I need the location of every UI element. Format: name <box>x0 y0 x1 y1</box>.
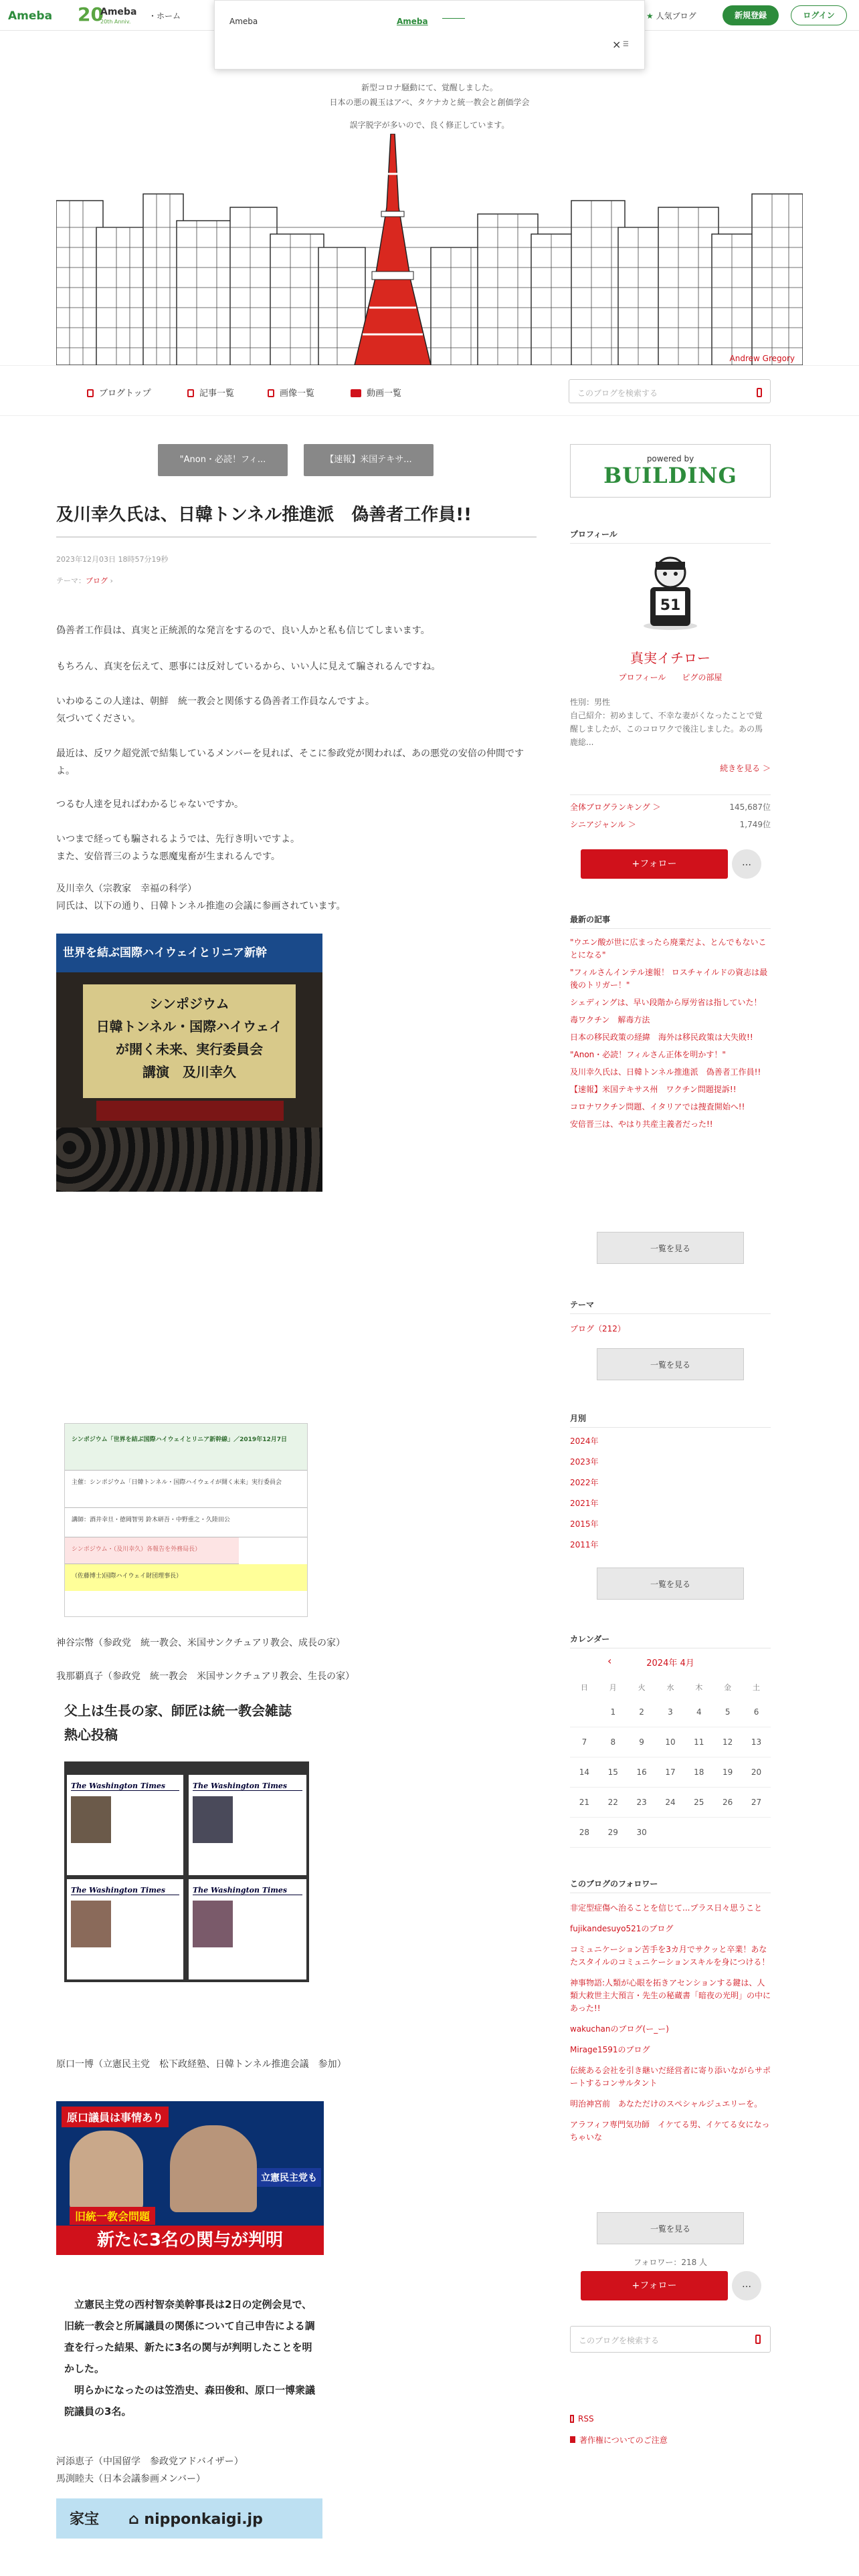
photo-stage-table <box>96 1101 284 1121</box>
weekday: 土 <box>753 1683 761 1692</box>
popup-underline <box>442 18 465 19</box>
newspaper-title: The Washington Times <box>193 1782 302 1791</box>
close-icon[interactable]: × <box>612 38 622 51</box>
photo-sign <box>83 984 296 1098</box>
register-button[interactable]: 新規登録 <box>723 5 779 25</box>
genre-ranking-value: 1,749位 <box>739 820 771 829</box>
genre-ranking-link[interactable]: シニアジャンル ＞ <box>570 820 636 829</box>
genre-ranking-row <box>570 819 771 830</box>
photo-top-banner: 世界を結ぶ国際ハイウェイとリニア新幹 <box>56 934 322 972</box>
nav-label: 動画一覧 <box>367 389 402 399</box>
popup-link[interactable]: Ameba <box>397 17 428 26</box>
ameba-logo[interactable]: Ameba <box>8 9 53 23</box>
followers-heading-text: このブログのフォロワー <box>570 1879 658 1889</box>
news-headline: 新たに3名の関与が判明 <box>56 2226 324 2255</box>
collage-panel <box>67 1775 183 1875</box>
newspaper-collage-image[interactable] <box>64 1761 309 1982</box>
profile-avatar[interactable] <box>636 552 705 633</box>
more-options-button[interactable]: … <box>732 849 761 879</box>
rss-label: RSS <box>578 2414 594 2424</box>
calendar-day: 8 <box>599 1727 628 1757</box>
followers-list <box>570 1902 771 2152</box>
calendar-day: 29 <box>599 1818 628 1848</box>
blog-search-input[interactable] <box>569 379 771 403</box>
table-row: 講師：酒井幸旦・徳岡智男 鈴木研吾・中野重之・久陸田公 <box>65 1508 307 1537</box>
calendar-day: 14 <box>570 1757 599 1788</box>
portrait-right <box>170 2125 257 2212</box>
symposium-photo[interactable] <box>56 934 322 1192</box>
nav-blog-top[interactable] <box>87 386 151 399</box>
popular-blog-link[interactable] <box>646 10 696 21</box>
image-caption <box>64 1699 332 1747</box>
overall-ranking-value: 145,687位 <box>729 802 771 812</box>
home-link[interactable]: ・ホーム <box>149 11 181 21</box>
menu-icon[interactable]: ☰ <box>623 41 629 48</box>
blog-search-placeholder: このブログを検索する <box>577 389 658 398</box>
blog-description-line: 誤字脱字が多いので、良く修正しています。 <box>349 120 510 130</box>
calendar-prev-button[interactable]: ‹ <box>607 1654 612 1667</box>
sign-line: が開く未来、実行委員会 <box>116 1041 263 1057</box>
caption-line: 父上は生長の家、師匠は統一教会雑誌 <box>64 1703 292 1719</box>
caption-line: 熱心投稿 <box>64 1727 118 1743</box>
calendar-day: 10 <box>656 1727 685 1757</box>
calendar-day: 16 <box>628 1757 656 1788</box>
calendar-day: 22 <box>599 1788 628 1818</box>
portrait-photo <box>193 1796 233 1843</box>
sign-line: シンポジウム <box>149 996 229 1012</box>
rss-icon <box>570 2415 574 2423</box>
nipponkaigi-image[interactable]: 家宝 ⌂ nipponkaigi.jp <box>56 2498 322 2539</box>
sign-line: 日韓トンネル・国際ハイウェイ <box>96 1018 283 1035</box>
calendar-day: 1 <box>599 1697 628 1727</box>
month-link[interactable]: 2011年 <box>570 1540 599 1549</box>
anniversary-title: Ameba <box>100 7 137 17</box>
calendar-day: 9 <box>628 1727 656 1757</box>
table-row: シンポジウム「世界を結ぶ国際ハイウェイとリニア新幹線」／2019年12月7日 <box>65 1424 307 1471</box>
profile-intro: 自己紹介：初めまして、不幸な妻がくなったことで覚醒しましたが、このコロワクで後注しました。あの馬鹿総... <box>570 711 763 747</box>
table-row: （佐藤博士)国際ハイウェイ財団理事長） <box>65 1564 307 1591</box>
follow-button-bottom[interactable]: +フォロー <box>581 2271 728 2300</box>
recent-article-link[interactable]: "フィルさんインテル速報！ ロスチャイルドの資志は最後のトリガー！" <box>570 968 768 990</box>
calendar-day <box>684 1818 713 1848</box>
photo-audience <box>56 1128 322 1192</box>
newspaper-title: The Washington Times <box>193 1886 302 1895</box>
recent-article-link[interactable]: 及川幸久氏は、日韓トンネル推進派 偽善者工作員!! <box>570 1067 761 1077</box>
month-link[interactable]: 2024年 <box>570 1436 599 1446</box>
weekday: 日 <box>580 1683 588 1692</box>
calendar-day: 26 <box>713 1788 742 1818</box>
search-icon[interactable] <box>755 2335 761 2344</box>
collage-panel <box>189 1775 306 1875</box>
theme-heading <box>570 1299 771 1310</box>
article-paragraph: 河添恵子（中国留学 参政党アドバイザー） 馬渕睦夫（日本会議参画メンバー） <box>56 2456 244 2484</box>
profile-link[interactable]: プロフィール <box>618 673 666 682</box>
calendar-day: 11 <box>684 1727 713 1757</box>
portrait-photo <box>193 1901 233 1947</box>
collage-panel <box>67 1879 183 1979</box>
building-logo: BUILDING <box>603 463 737 488</box>
video-list-icon <box>351 389 361 397</box>
blog-nav <box>0 365 859 416</box>
follower-blog-link[interactable]: コミュニケーション苦手を3カ月でサクッと卒業！あなたスタイルのコミュニケーションスキルを身につける！ <box>570 1945 770 1967</box>
nav-label: 画像一覧 <box>280 389 315 399</box>
profile-heading <box>570 528 771 540</box>
calendar-day: 3 <box>656 1697 685 1727</box>
calendar-day: 17 <box>656 1757 685 1788</box>
monthly-divider <box>570 1427 771 1428</box>
copyright-icon <box>570 2436 575 2443</box>
calendar-heading-text: カレンダー <box>570 1634 610 1644</box>
blog-description <box>0 80 859 132</box>
recent-heading-text: 最新の記事 <box>570 915 611 924</box>
calendar-day: 13 <box>742 1727 771 1757</box>
anniversary-sub: 20th Anniv. <box>100 19 131 25</box>
article-paragraph: もちろん、真実を伝えて、悪事には反対しているから、いい人に見えて騙されるんですね。 <box>56 661 441 672</box>
profile-heading-text: プロフィール <box>570 530 617 539</box>
follower-blog-link[interactable]: 伝統ある会社を引き継いだ経営者に寄り添いながらサポートするコンサルタント <box>570 2066 771 2088</box>
popup-label: Ameba <box>229 17 258 26</box>
monthly-heading-text: 月別 <box>570 1414 587 1423</box>
sidebar-search-placeholder: このブログを検索する <box>579 2336 660 2345</box>
more-options-button-bottom[interactable]: … <box>732 2271 761 2300</box>
month-link[interactable]: 2021年 <box>570 1499 599 1508</box>
calendar-day <box>713 1818 742 1848</box>
follower-blog-link[interactable]: 非定型症傷へ治ることを信じて...プラス日々思うこと <box>570 1903 763 1913</box>
calendar-heading <box>570 1633 771 1644</box>
article-paragraph: 我那覇真子（参政党 統一教会 米国サンクチュアリ教会、生長の家） <box>56 1671 355 1682</box>
follow-button[interactable]: +フォロー <box>581 849 728 879</box>
calendar-table <box>570 1677 771 1848</box>
article-theme <box>56 575 113 586</box>
calendar-day: 6 <box>742 1697 771 1727</box>
follower-blog-link[interactable]: 神事物語:人類が心眼を拓きアセンションする鍵は、人類大救世主大預言・先生の秘蔵書「暗夜の光明」の中にあった!! <box>570 1978 771 2013</box>
monthly-list <box>570 1435 771 1560</box>
recent-article-link[interactable]: "Anon・必読！フィルさん正体を明かす！" <box>570 1050 726 1059</box>
article-paragraph: 最近は、反ワク超党派で結集しているメンバーを見れば、そこに参政党が関われば、あの悪党の安倍の仲間ですよ。 <box>56 748 524 776</box>
calendar-day: 21 <box>570 1788 599 1818</box>
calendar-day: 24 <box>656 1788 685 1818</box>
follower-count: フォロワー：218 人 <box>633 2258 708 2267</box>
followers-heading <box>570 1878 771 1889</box>
blog-description-line: 新型コロナ騒動にて、覚醒しました。 <box>361 83 498 92</box>
news-sub: 旧統一教会問題 <box>70 2207 155 2225</box>
followers-see-all-button[interactable]: 一覧を見る <box>597 2212 744 2244</box>
recent-article-link[interactable]: "ウエン酸が世に広まったら廃業だよ、とんでもないことになる" <box>570 938 767 960</box>
table-row: 主催：シンポジウム「日韓トンネル・国際ハイウェイが開く未来」実行委員会 <box>65 1471 307 1508</box>
pigg-room-link[interactable]: ピグの部屋 <box>682 673 723 682</box>
calendar-day: 4 <box>684 1697 713 1727</box>
banner-credit: Andrew Gregory <box>729 354 795 363</box>
anniversary-logo[interactable] <box>78 5 142 26</box>
portrait-left <box>70 2131 143 2211</box>
month-link[interactable]: 2022年 <box>570 1478 599 1487</box>
calendar-month-row <box>570 1656 771 1669</box>
follower-blog-link[interactable]: アラフィフ専門気功師 イケてる男、イケてる女になっちゃいな <box>570 2120 770 2142</box>
title-divider <box>56 536 537 538</box>
symposium-table-image[interactable] <box>64 1423 308 1617</box>
article-paragraph: 及川幸久（宗教家 幸福の科学） 同氏は、以下の通り、日韓トンネル推進の会議に参画されています。 <box>56 883 346 911</box>
weekday: 月 <box>609 1683 617 1692</box>
nav-video-list[interactable] <box>351 386 401 399</box>
follower-blog-link[interactable]: 明治神宮前 あなただけのスペシャルジュエリーを。 <box>570 2099 763 2109</box>
calendar-day <box>656 1818 685 1848</box>
overall-ranking-link[interactable]: 全体ブログランキング ＞ <box>570 802 661 812</box>
blog-description-line: 日本の悪の親玉はアベ、タケナカと統一教会と創価学会 <box>329 98 530 107</box>
city-skyline-drawing <box>56 194 803 365</box>
theme-link[interactable]: ブログ › <box>86 576 113 585</box>
article-title: 及川幸久氏は、日韓トンネル推進派 偽善者工作員!! <box>56 505 472 525</box>
recent-heading <box>570 914 771 925</box>
weekday: 水 <box>666 1683 674 1692</box>
popular-blog-label: 人気ブログ <box>656 11 696 21</box>
calendar-day: 19 <box>713 1757 742 1788</box>
nav-label: ブログトップ <box>99 389 151 399</box>
theme-label: テーマ： <box>56 576 86 585</box>
follower-blog-link[interactable]: wakuchanのブログ(ー_ー) <box>570 2024 669 2034</box>
profile-links <box>570 671 771 683</box>
newspaper-title: The Washington Times <box>71 1886 179 1895</box>
theme-link-label: ブログ <box>86 576 108 585</box>
building-powered-by: powered by <box>646 454 694 463</box>
profile-more-link[interactable]: 続きを見る ＞ <box>720 764 771 773</box>
calendar-day: 20 <box>742 1757 771 1788</box>
article-paragraph: いわゆるこの人達は、朝鮮 統一教会と関係する偽善者工作員なんですよ。 気づいてください。 <box>56 696 375 724</box>
calendar-day: 25 <box>684 1788 713 1818</box>
newspaper-title: The Washington Times <box>71 1782 179 1791</box>
avatar-icon <box>636 552 705 633</box>
profile-divider <box>570 794 771 795</box>
recent-article-link[interactable]: コロナワクチン問題、イタリアでは捜査開始へ!! <box>570 1102 745 1111</box>
star-icon: ★ <box>646 11 654 21</box>
weekday: 木 <box>695 1683 703 1692</box>
profile-gender: 性別：男性 <box>570 697 611 707</box>
calendar-month: 2024年 4月 <box>646 1658 694 1669</box>
follower-blog-link[interactable]: Mirage1591のブログ <box>570 2045 650 2054</box>
theme-item-link[interactable]: ブログ（212） <box>570 1324 626 1333</box>
recent-divider <box>570 928 771 929</box>
monthly-heading <box>570 1412 771 1424</box>
article-paragraph: 神谷宗幣（参政党 統一教会、米国サンクチュアリ教会、成長の家） <box>56 1638 346 1648</box>
calendar-day <box>570 1697 599 1727</box>
table-row: シンポジウム・（及川幸久）各報告を外務局長） <box>65 1537 239 1564</box>
image-list-icon <box>268 389 274 397</box>
recent-article-link[interactable]: 毒ワクチン 解毒方法 <box>570 1015 650 1025</box>
copyright-link[interactable] <box>570 2434 771 2446</box>
calendar-day: 18 <box>684 1757 713 1788</box>
ranking-row <box>570 801 771 813</box>
news-party-label: 立憲民主党も <box>257 2168 321 2187</box>
recent-article-link[interactable]: 日本の移民政策の経緯 海外は移民政策は大失敗!! <box>570 1033 753 1042</box>
article-paragraph: いつまで経っても騙されるようでは、先行き明いですよ。 また、安倍晋三のような悪魔鬼畜が生まれるんです。 <box>56 834 300 862</box>
recent-article-link[interactable]: 安倍晋三は、やはり共産主義者だった!! <box>570 1119 713 1129</box>
follower-blog-link[interactable]: fujikandesuyo521のブログ <box>570 1924 674 1933</box>
next-article-button[interactable]: 【速報】米国テキサ... <box>304 444 434 476</box>
prev-article-button[interactable]: "Anon・必読！フィ... <box>158 444 288 476</box>
theme-divider <box>570 1313 771 1314</box>
building-ad-banner[interactable] <box>570 444 771 498</box>
login-button[interactable]: ログイン <box>791 5 847 25</box>
tokyo-tower-drawing <box>355 134 431 365</box>
nav-label: 記事一覧 <box>199 389 235 399</box>
recent-articles-list <box>570 936 771 1136</box>
portrait-photo <box>71 1796 111 1843</box>
profile-divider <box>570 543 771 544</box>
month-link[interactable]: 2015年 <box>570 1519 599 1529</box>
calendar-day: 5 <box>713 1697 742 1727</box>
nav-image-list[interactable] <box>268 386 314 399</box>
theme-heading-text: テーマ <box>570 1300 595 1309</box>
portrait-photo <box>71 1901 111 1947</box>
weekday: 火 <box>638 1683 646 1692</box>
anniversary-number: 20 <box>78 3 104 25</box>
calendar-day <box>742 1818 771 1848</box>
sign-line: 講演 及川幸久 <box>142 1064 236 1080</box>
rss-link[interactable] <box>570 2414 771 2424</box>
month-link[interactable]: 2023年 <box>570 1457 599 1467</box>
sidebar-search-input[interactable] <box>570 2326 771 2353</box>
nav-article-list[interactable] <box>187 386 234 399</box>
news-still-image[interactable] <box>56 2101 324 2255</box>
search-icon[interactable] <box>757 388 762 397</box>
calendar-day: 30 <box>628 1818 656 1848</box>
recent-article-link[interactable]: 【速報】米国テキサス州 ワクチン問題提訴!! <box>570 1085 737 1094</box>
article-paragraph: 原口一博（立憲民主党 松下政経塾、日韓トンネル推進会議 参加） <box>56 2059 347 2070</box>
calendar-day: 7 <box>570 1727 599 1757</box>
calendar-day: 23 <box>628 1788 656 1818</box>
recent-see-all-button[interactable]: 一覧を見る <box>597 1232 744 1264</box>
calendar-day: 28 <box>570 1818 599 1848</box>
recent-article-link[interactable]: シェディングは、早い段階から厚労省は指していた！ <box>570 998 762 1007</box>
collage-panel <box>189 1879 306 1979</box>
calendar-day: 15 <box>599 1757 628 1788</box>
calendar-day: 2 <box>628 1697 656 1727</box>
blog-top-icon <box>87 389 94 397</box>
blog-header-banner[interactable] <box>56 134 803 365</box>
article-date: 2023年12月03日 18時57分19秒 <box>56 555 169 564</box>
article-paragraph: つるむ人達を見ればわかるじゃないですか。 <box>56 799 244 810</box>
calendar-day: 27 <box>742 1788 771 1818</box>
monthly-see-all-button[interactable]: 一覧を見る <box>597 1568 744 1600</box>
article-bold-paragraph: 立憲民主党の西村智奈美幹事長は2日の定例会見で、旧統一教会と所属議員の関係について自己申告による調査を行った結果、新たに3名の関与が判明したことを明かした。 明らかになったのは笠浩史、森田俊和、原口一博衆議院議員の3名。 <box>64 2298 316 2418</box>
calendar-day: 12 <box>713 1727 742 1757</box>
news-tag: 原口議員は事情あり <box>62 2107 169 2127</box>
theme-see-all-button[interactable]: 一覧を見る <box>597 1348 744 1380</box>
header-dropdown-popup <box>214 0 645 70</box>
article-list-icon <box>187 389 194 397</box>
copyright-label: 著作権についてのご注意 <box>579 2436 668 2445</box>
profile-name[interactable]: 真実イチロー <box>630 650 710 666</box>
weekday: 金 <box>724 1683 732 1692</box>
article-paragraph: 偽善者工作員は、真実と正統派的な発言をするので、良い人かと私も信じてしまいます。 <box>56 625 430 636</box>
avatar-number: 51 <box>660 597 681 614</box>
